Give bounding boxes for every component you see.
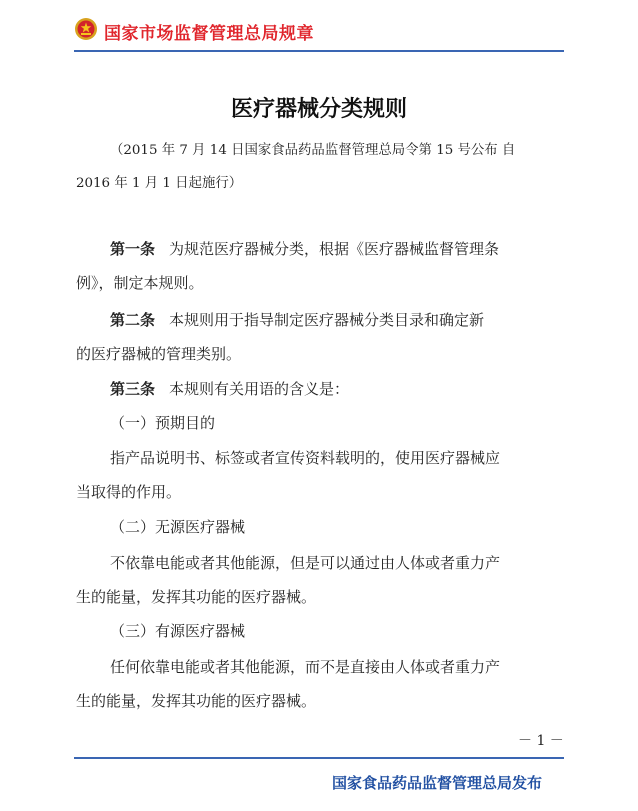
article-3	[110, 372, 598, 406]
definition-1-heading: （一）预期目的	[110, 414, 216, 432]
definition-3-text: 任何依靠电能或者其他能源，而不是直接由人体或者重力产	[110, 658, 501, 676]
article-2-text: 本规则用于指导制定医疗器械分类目录和确定新	[169, 311, 485, 329]
header-divider	[74, 50, 564, 52]
publication-note-line-2: 2016 年 1 月 1 日起施行）	[76, 176, 243, 191]
article-3-text: 本规则有关用语的含义是：	[169, 380, 350, 398]
definition-3-cont: 生的能量，发挥其功能的医疗器械。	[76, 692, 317, 710]
publication-note-line-1: （2015 年 7 月 14 日国家食品药品监督管理总局令第 15 号公布 自	[110, 143, 516, 158]
national-emblem-icon	[74, 17, 98, 41]
article-2-cont: 的医疗器械的管理类别。	[76, 345, 242, 363]
document-title: 医疗器械分类规则	[230, 97, 407, 122]
article-1	[110, 232, 598, 266]
definition-1-cont: 当取得的作用。	[76, 483, 182, 501]
page-header	[74, 10, 564, 54]
definition-2-text: 不依靠电能或者其他能源，但是可以通过由人体或者重力产	[110, 554, 501, 572]
definition-1-text: 指产品说明书、标签或者宣传资料载明的，使用医疗器械应	[110, 449, 501, 467]
article-1-title: 第一条	[110, 240, 156, 258]
article-3-title: 第三条	[110, 380, 156, 398]
definition-2-heading: （二）无源医疗器械	[110, 518, 246, 536]
footer-publisher: 国家食品药品监督管理总局发布	[331, 774, 542, 792]
article-1-cont: 例》，制定本规则。	[76, 274, 204, 292]
footer-divider	[74, 757, 564, 759]
article-2-title: 第二条	[110, 311, 156, 329]
definition-3-heading: （三）有源医疗器械	[110, 622, 246, 640]
definition-2-cont: 生的能量，发挥其功能的医疗器械。	[76, 588, 317, 606]
header-title: 国家市场监督管理总局规章	[104, 24, 314, 44]
article-2	[110, 303, 598, 337]
page-number: － 1 －	[518, 733, 564, 749]
article-1-text: 为规范医疗器械分类，根据《医疗器械监督管理条	[169, 240, 500, 258]
